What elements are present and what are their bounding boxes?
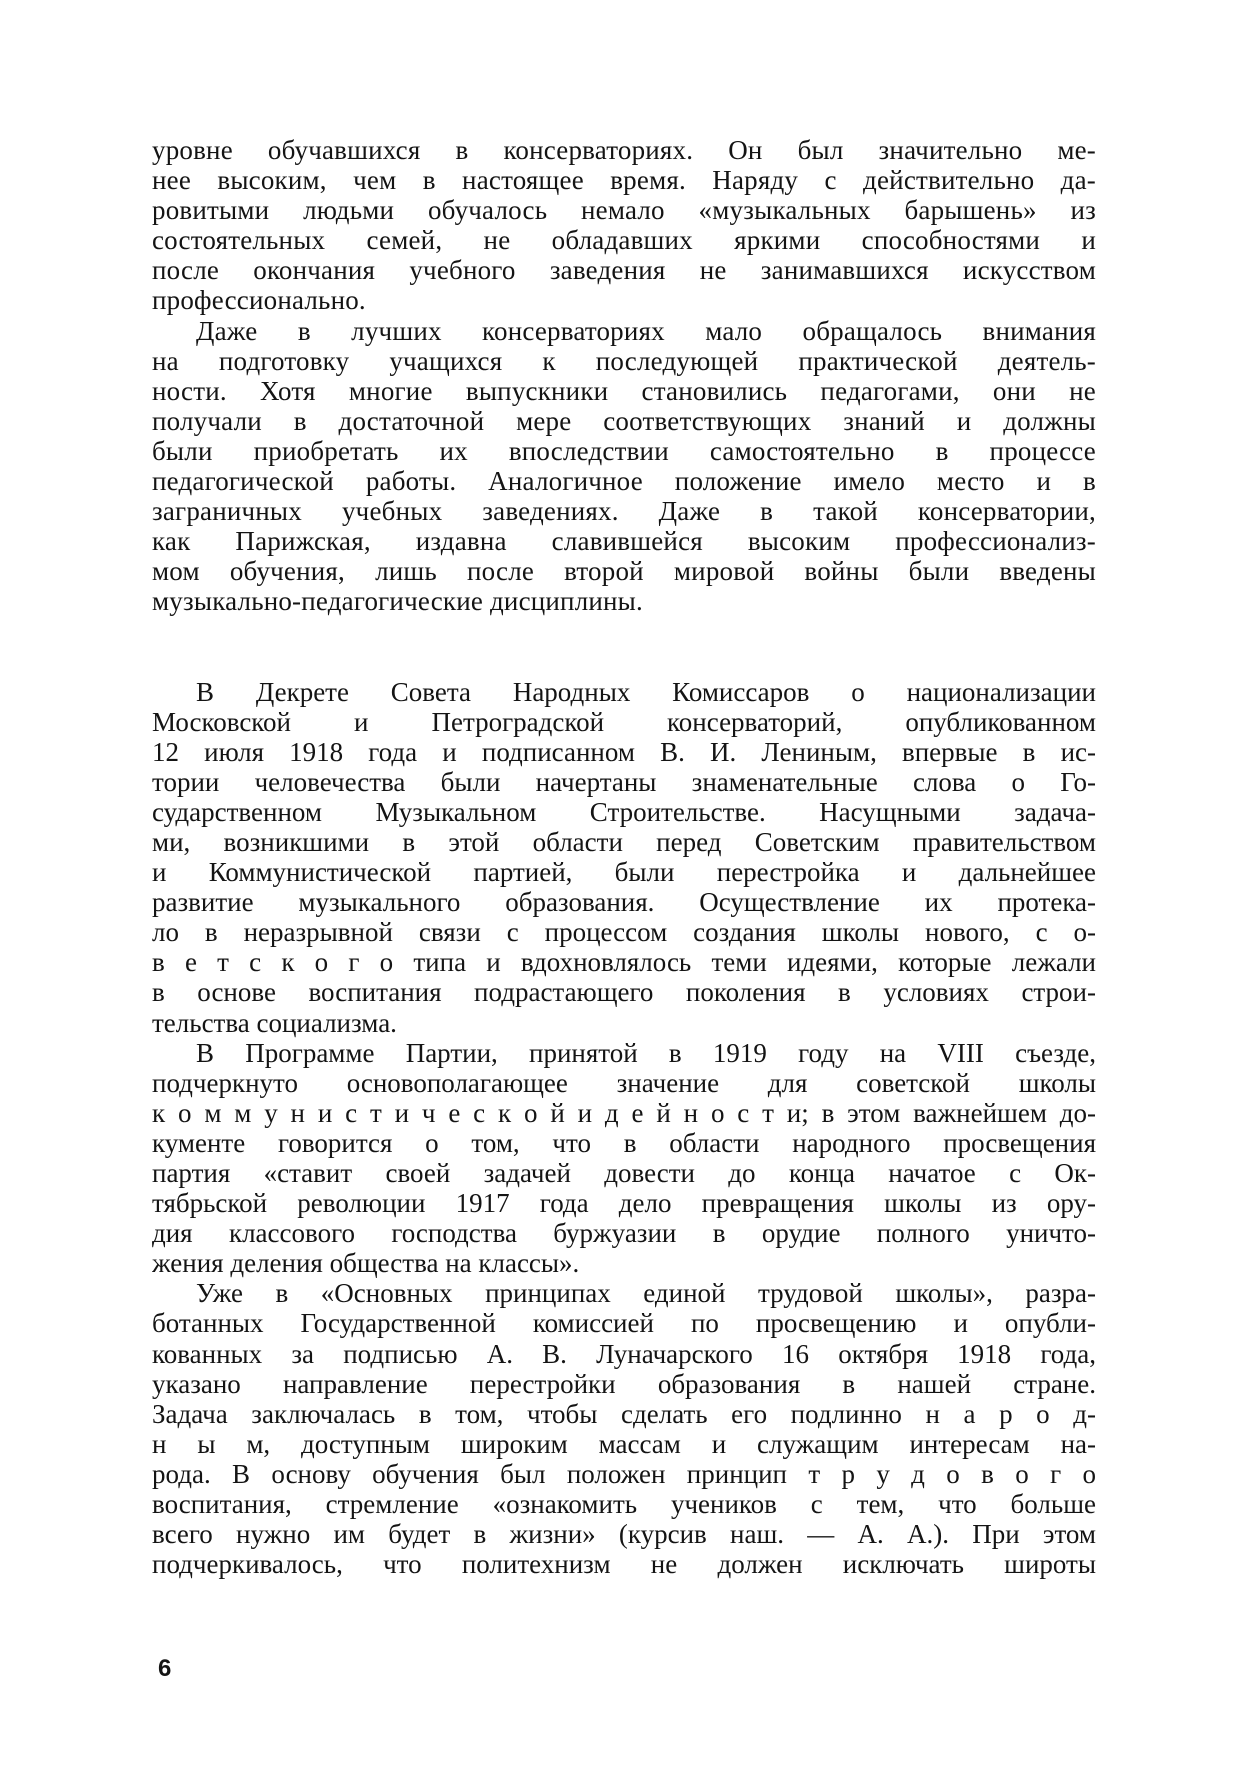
paragraph-4 <box>152 1038 1096 1279</box>
text-line: педагогической работы. Аналогичное положение имело место и в <box>152 466 1096 497</box>
text-line: тябрьской революции 1917 года дело превращения школы из ору- <box>152 1188 1096 1219</box>
text-line: на подготовку учащихся к последующей практической деятель- <box>152 345 1096 376</box>
text-line: подчеркивалось, что политехнизм не должен исключать широты <box>152 1549 1096 1580</box>
page-number: 6 <box>158 1655 172 1682</box>
text-line: Московской и Петроградской консерваторий, опубликованном <box>152 706 1096 737</box>
text-line: всего нужно им будет в жизни» (курсив наш. — А. А.). При этом <box>152 1519 1096 1550</box>
text-line: дия классового господства буржуазии в орудие полного уничто- <box>152 1218 1096 1249</box>
text-line: уровне обучавшихся в консерваториях. Он был значительно ме- <box>152 135 1096 165</box>
text-line: профессионально. <box>152 285 366 316</box>
text-line: получали в достаточной мере соответствующих знаний и должны <box>152 405 1096 436</box>
text-line: в основе воспитания подрастающего поколения в условиях строи- <box>152 977 1096 1008</box>
page-body <box>152 135 1096 1579</box>
section-gap <box>152 617 1096 677</box>
text-line: кументе говорится о том, что в области народного просвещения <box>152 1127 1096 1158</box>
paragraph-1 <box>152 135 1096 316</box>
text-line: были приобретать их впоследствии самостоятельно в процессе <box>152 435 1096 466</box>
text-line: Даже в лучших консерваториях мало обращалось внимания <box>196 315 1096 346</box>
text-line: нее высоким, чем в настоящее время. Наряду с действительно да- <box>152 165 1096 196</box>
text-line: Уже в «Основных принципах единой трудовой школы», разра- <box>196 1278 1096 1309</box>
text-line: музыкально-педагогические дисциплины. <box>152 586 643 617</box>
text-line: рода. В основу обучения был положен принцип т р у д о в о г о <box>152 1458 1096 1489</box>
text-line: н ы м, доступным широким массам и служащим интересам на- <box>152 1428 1096 1459</box>
text-line: В Программе Партии, принятой в 1919 году на VIII съезде, <box>196 1037 1096 1068</box>
text-line: 12 июля 1918 года и подписанном В. И. Лениным, впервые в ис- <box>152 736 1096 767</box>
text-line: ми, возникшими в этой области перед Советским правительством <box>152 826 1096 857</box>
text-line: В Декрете Совета Народных Комиссаров о национализации <box>196 676 1096 707</box>
text-line: заграничных учебных заведениях. Даже в такой консерватории, <box>152 496 1096 527</box>
text-line: воспитания, стремление «ознакомить учеников с тем, что больше <box>152 1489 1096 1520</box>
text-line: указано направление перестройки образования в нашей стране. <box>152 1368 1096 1399</box>
paragraph-2 <box>152 316 1096 617</box>
text-line: тории человечества были начертаны знаменательные слова о Го- <box>152 766 1096 797</box>
text-line: к о м м у н и с т и ч е с к о й и д е й н о с т и; в этом важнейшем до- <box>152 1097 1096 1128</box>
text-line: развитие музыкального образования. Осуществление их протека- <box>152 887 1096 918</box>
text-line: Задача заключалась в том, чтобы сделать его подлинно н а р о д- <box>152 1398 1096 1429</box>
text-line: тельства социализма. <box>152 1007 397 1038</box>
text-line: состоятельных семей, не обладавших яркими способностями и <box>152 225 1096 256</box>
text-line: партия «ставит своей задачей довести до конца начатое с Ок- <box>152 1158 1096 1188</box>
text-line: ло в неразрывной связи с процессом создания школы нового, с о- <box>152 917 1096 948</box>
text-line: как Парижская, издавна славившейся высоким профессионализ- <box>152 526 1096 557</box>
text-line: в е т с к о г о типа и вдохновлялось теми идеями, которые лежали <box>152 947 1096 978</box>
text-line: мом обучения, лишь после второй мировой войны были введены <box>152 556 1096 587</box>
text-line: подчеркнуто основополагающее значение для советской школы <box>152 1067 1096 1098</box>
text-line: ровитыми людьми обучалось немало «музыкальных барышень» из <box>152 195 1096 226</box>
text-line: ности. Хотя многие выпускники становились педагогами, они не <box>152 375 1096 406</box>
text-line: кованных за подписью А. В. Луначарского 16 октября 1918 года, <box>152 1338 1096 1369</box>
text-line: ботанных Государственной комиссией по просвещению и опубли- <box>152 1308 1096 1339</box>
paragraph-5 <box>152 1278 1096 1579</box>
text-line: после окончания учебного заведения не занимавшихся искусством <box>152 255 1096 286</box>
text-line: жения деления общества на классы». <box>152 1248 580 1279</box>
paragraph-3 <box>152 677 1096 1038</box>
text-line: и Коммунистической партией, были перестройка и дальнейшее <box>152 857 1096 888</box>
text-line: сударственном Музыкальном Строительстве. Насущными задача- <box>152 796 1096 827</box>
